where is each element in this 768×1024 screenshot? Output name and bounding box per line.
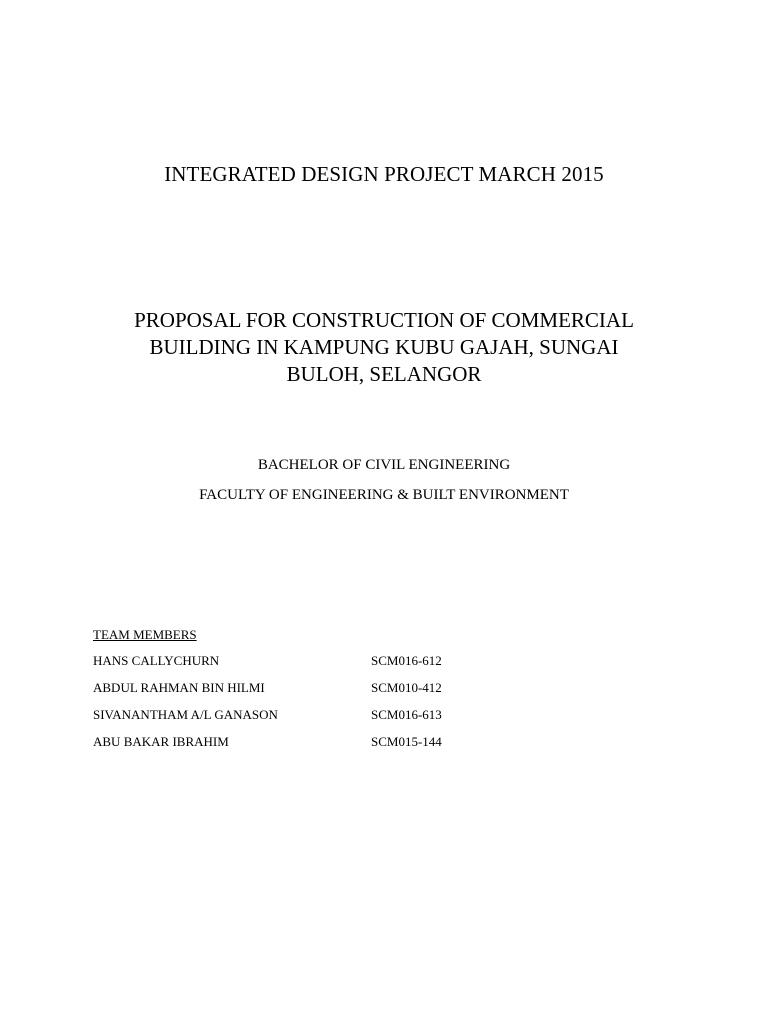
member-id: SCM016-612	[371, 653, 442, 668]
faculty-name: FACULTY OF ENGINEERING & BUILT ENVIRONMENT	[199, 487, 569, 503]
team-member-row	[93, 679, 593, 697]
proposal-title	[84, 307, 684, 388]
team-member-row	[93, 652, 593, 670]
proposal-title-line: PROPOSAL FOR CONSTRUCTION OF COMMERCIAL	[134, 308, 634, 332]
team-member-row	[93, 733, 593, 751]
team-members-heading: TEAM MEMBERS	[93, 627, 197, 642]
member-id: SCM016-613	[371, 707, 442, 722]
member-name: ABDUL RAHMAN BIN HILMI	[93, 680, 265, 695]
proposal-title-line: BULOH, SELANGOR	[286, 362, 482, 386]
team-member-row	[93, 706, 593, 724]
member-name: SIVANANTHAM A/L GANASON	[93, 707, 278, 722]
member-name: HANS CALLYCHURN	[93, 653, 220, 668]
member-id: SCM015-144	[371, 734, 442, 749]
proposal-title-line: BUILDING IN KAMPUNG KUBU GAJAH, SUNGAI	[149, 335, 619, 359]
team-members-section	[93, 626, 593, 760]
member-name: ABU BAKAR IBRAHIM	[93, 734, 229, 749]
degree-name: BACHELOR OF CIVIL ENGINEERING	[257, 457, 511, 473]
project-title: INTEGRATED DESIGN PROJECT MARCH 2015	[164, 162, 604, 186]
member-id: SCM010-412	[371, 680, 442, 695]
